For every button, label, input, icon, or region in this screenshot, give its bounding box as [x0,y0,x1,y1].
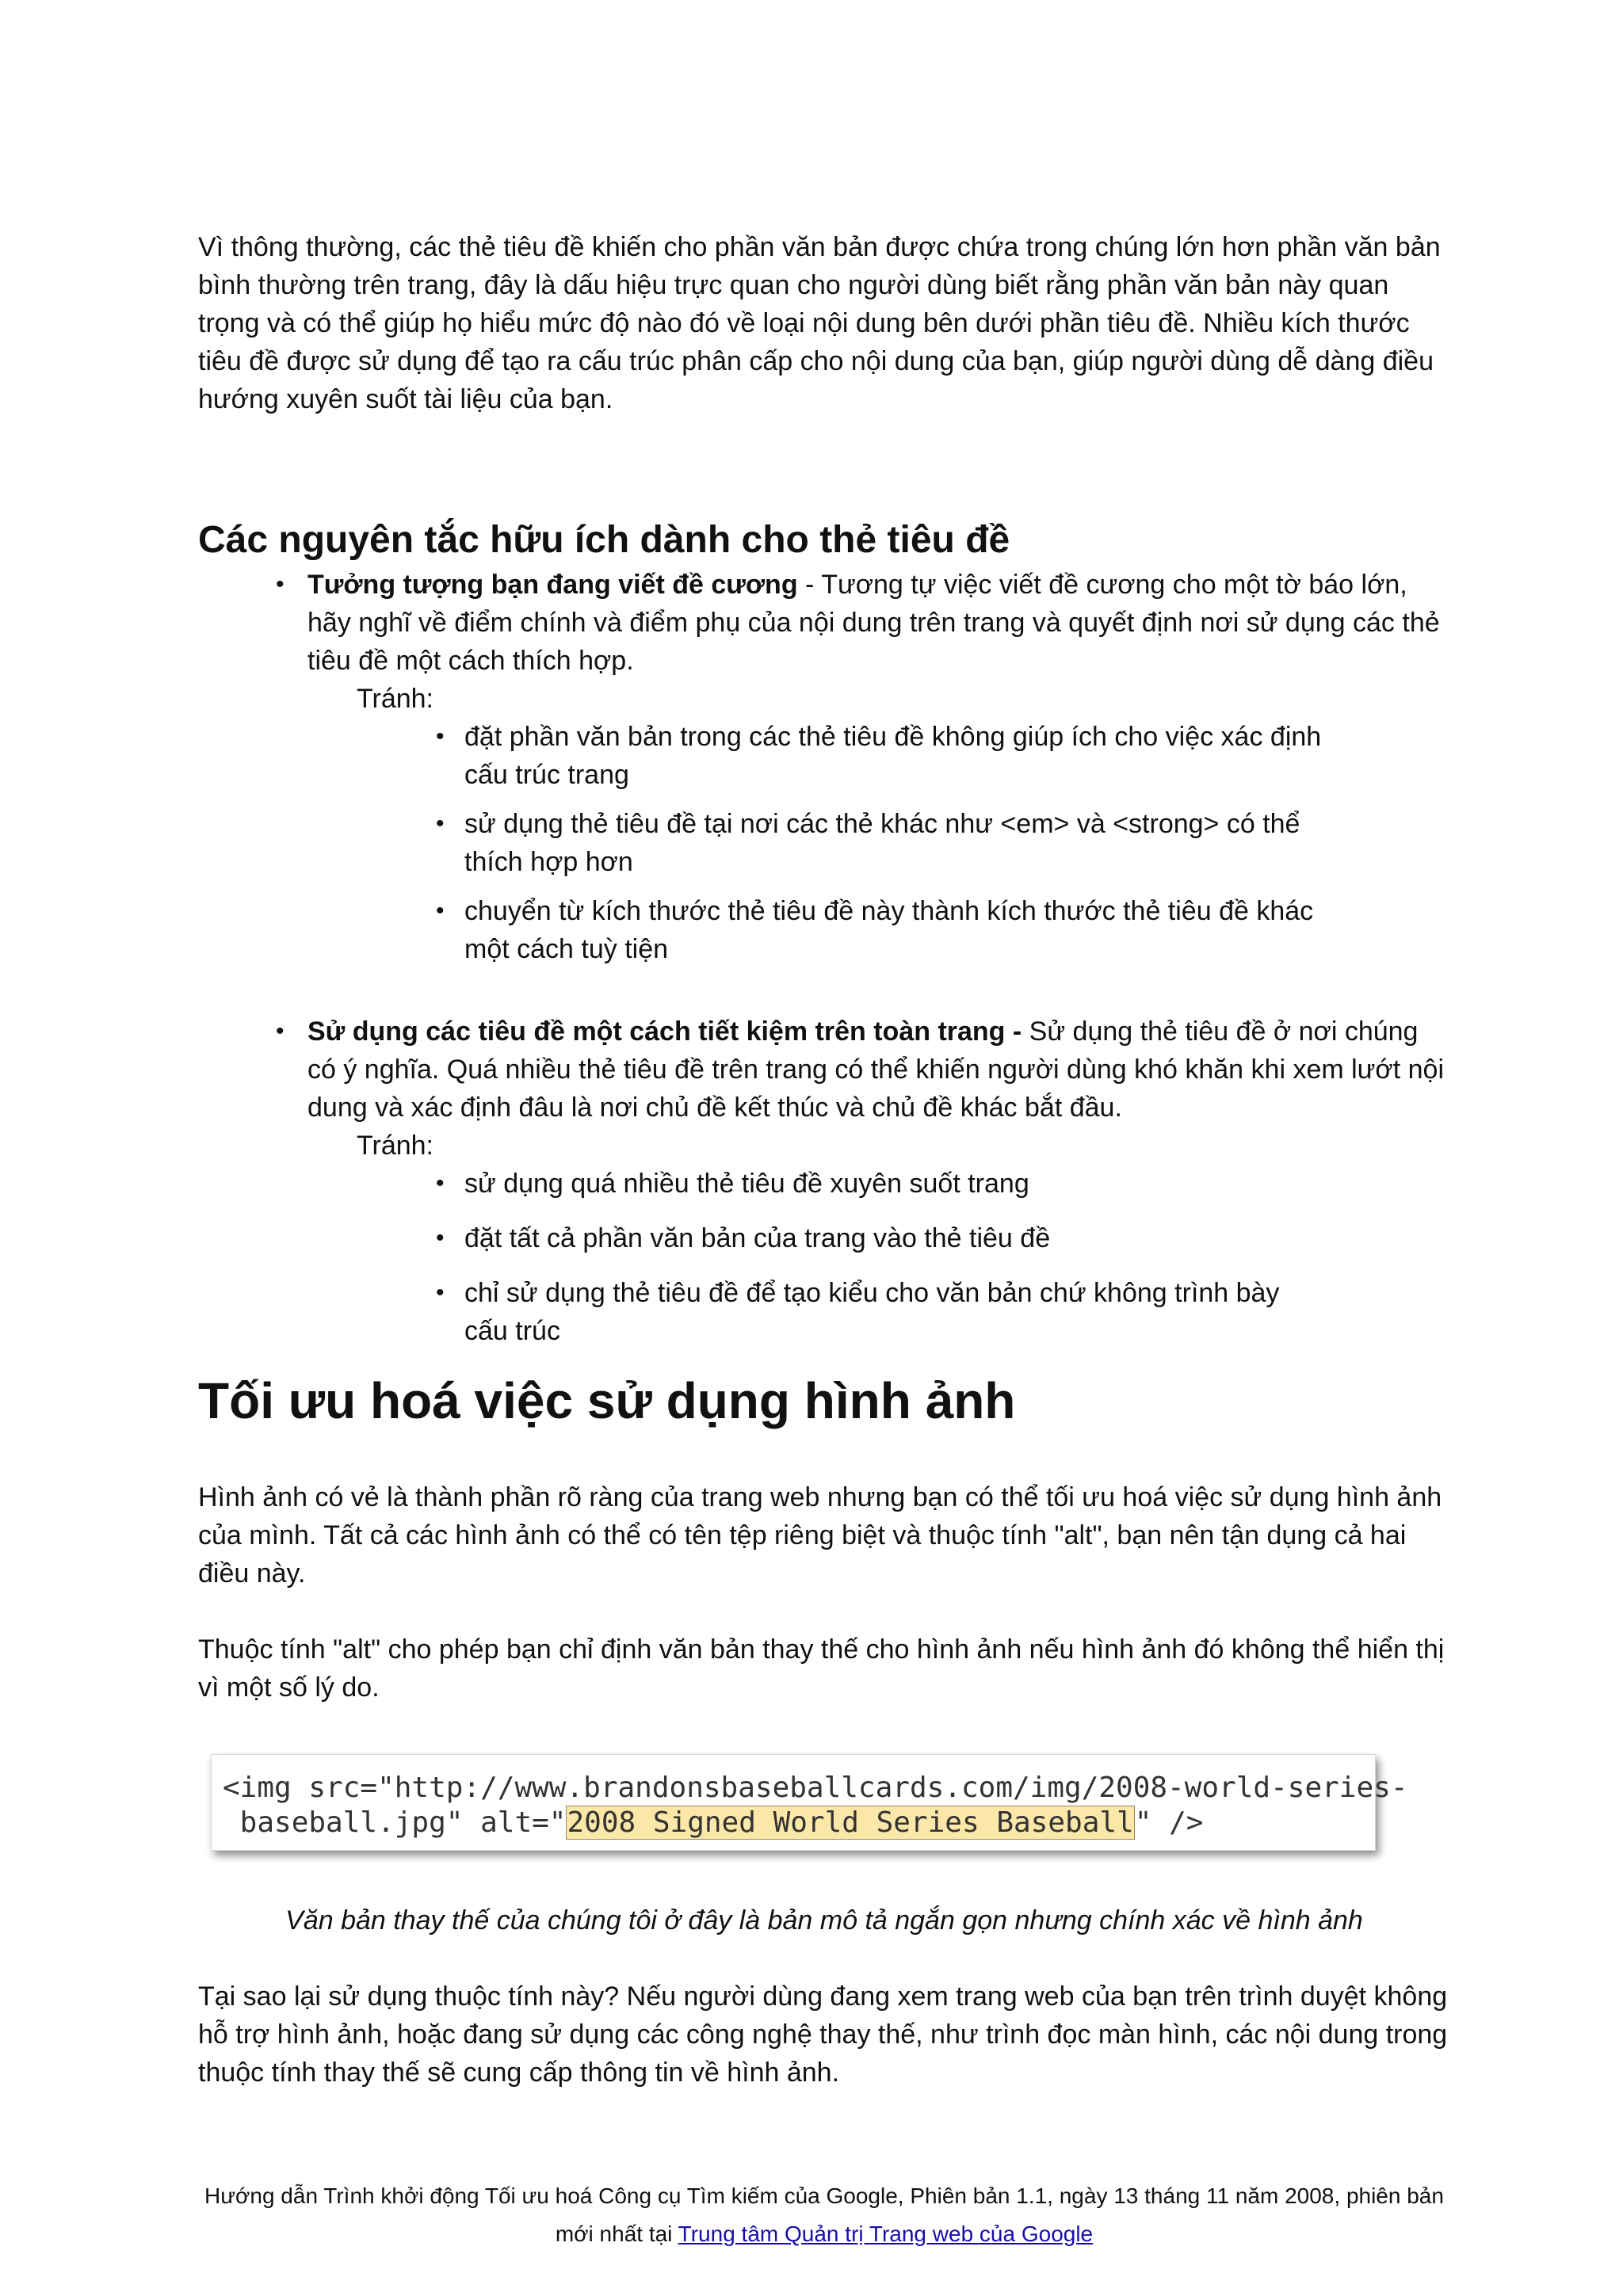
code-line-2-start: baseball.jpg" alt=" [223,1806,567,1839]
bullet-icon: • [436,1225,445,1251]
image-paragraph-1: Hình ảnh có vẻ là thành phần rõ ràng của trang web nhưng bạn có thể tối ưu hoá việc sử dụng hình ảnh của mình. Tất cả các hình ảnh có thể có tên tệp riêng biệt và thuộc tính "alt", bạn nên tận dụng cả hai điều này. [198,1482,1442,1589]
section-heading: Các nguyên tắc hữu ích dành cho thẻ tiêu đề [198,519,1010,561]
page-footer [198,2177,1450,2253]
avoid-item-text: đặt tất cả phần văn bản của trang vào thẻ tiêu đề [464,1223,1051,1253]
avoid-item-text: sử dụng thẻ tiêu đề tại nơi các thẻ khác như <em> và <strong> có thể thích hợp hơn [464,809,1300,877]
webmaster-central-link[interactable]: Trung tâm Quản trị Trang web của Google [678,2222,1094,2246]
bullet-icon: • [436,723,445,749]
guideline-text: Sử dụng thẻ tiêu đề ở nơi chúng có ý nghĩa. Quá nhiều thẻ tiêu đề trên trang có thể khiến người dùng khó khăn khi xem lướt nội dung và xác định đâu là nơi chủ đề kết thúc và chủ đề khác bắt đầu. [307,1016,1444,1123]
image-paragraph-2: Thuộc tính "alt" cho phép bạn chỉ định văn bản thay thế cho hình ảnh nếu hình ảnh đó không thể hiển thị vì một số lý do. [198,1634,1445,1703]
chapter-heading: Tối ưu hoá việc sử dụng hình ảnh [198,1372,1016,1429]
avoid-item [198,892,1323,968]
guideline-item [198,1013,1450,1127]
code-line-1: <img src="http://www.brandonsbaseballcards.com/img/2008-world-series- [223,1772,1408,1804]
alt-text-highlight: 2008 Signed World Series Baseball [567,1806,1134,1839]
avoid-label: Tránh: [357,1131,434,1161]
avoid-item-text: chuyển từ kích thước thẻ tiêu đề này thành kích thước thẻ tiêu đề khác một cách tuỳ tiện [464,896,1314,964]
image-paragraph-3: Tại sao lại sử dụng thuộc tính này? Nếu người dùng đang xem trang web của bạn trên trình duyệt không hỗ trợ hình ảnh, hoặc đang sử dụng các công nghệ thay thế, như trình đọc màn hình, các nội dung trong thuộc tính thay thế sẽ cung cấp thông tin về hình ảnh. [198,1981,1448,2088]
guideline-2 [198,1013,1450,1350]
avoid-item [198,805,1323,881]
avoid-item [198,1165,1323,1203]
avoid-item-text: đặt phần văn bản trong các thẻ tiêu đề không giúp ích cho việc xác định cấu trúc trang [464,722,1322,790]
code-line-2-end: " /> [1134,1806,1204,1839]
bullet-icon: • [276,571,285,597]
intro-paragraph: Vì thông thường, các thẻ tiêu đề khiến cho phần văn bản được chứa trong chúng lớn hơn phần văn bản bình thường trên trang, đây là dấu hiệu trực quan cho người dùng biết rằng phần văn bản này quan trọng và có thể giúp họ hiểu mức độ nào đó về loại nội dung bên dưới phần tiêu đề. Nhiều kích thước tiêu đề được sử dụng để tạo ra cấu trúc phân cấp cho nội dung của bạn, giúp người dùng dễ dàng điều hướng xuyên suốt tài liệu của bạn. [198,232,1441,414]
guideline-text: - Tương tự việc viết đề cương cho một tờ báo lớn, hãy nghĩ về điểm chính và điểm phụ của nội dung trên trang và quyết định nơi sử dụng các thẻ tiêu đề một cách thích hợp. [307,570,1440,676]
code-caption: Văn bản thay thế của chúng tôi ở đây là bản mô tả ngắn gọn nhưng chính xác về hình ảnh [285,1905,1363,1936]
bullet-icon: • [436,1170,445,1196]
bullet-icon: • [276,1018,285,1044]
avoid-item [198,1274,1323,1350]
bullet-icon: • [436,1280,445,1306]
guideline-item [198,566,1450,680]
avoid-item [198,718,1323,794]
avoid-item-text: chỉ sử dụng thẻ tiêu đề để tạo kiểu cho văn bản chứ không trình bày cấu trúc [464,1278,1280,1346]
avoid-item-text: sử dụng quá nhiều thẻ tiêu đề xuyên suốt trang [464,1169,1029,1199]
avoid-item [198,1219,1323,1257]
guideline-1 [198,566,1450,968]
guideline-title: Sử dụng các tiêu đề một cách tiết kiệm trên toàn trang - [307,1016,1022,1047]
footer-text: Hướng dẫn Trình khởi động Tối ưu hoá Công cụ Tìm kiếm của Google, Phiên bản 1.1, ngày 13 tháng 11 năm 2008, phiên bản mới nhất tại [204,2183,1444,2246]
bullet-icon: • [436,898,445,924]
avoid-label: Tránh: [357,684,434,714]
code-sample [211,1754,1408,1851]
guideline-title: Tưởng tượng bạn đang viết đề cương [307,570,798,600]
bullet-icon: • [436,810,445,837]
